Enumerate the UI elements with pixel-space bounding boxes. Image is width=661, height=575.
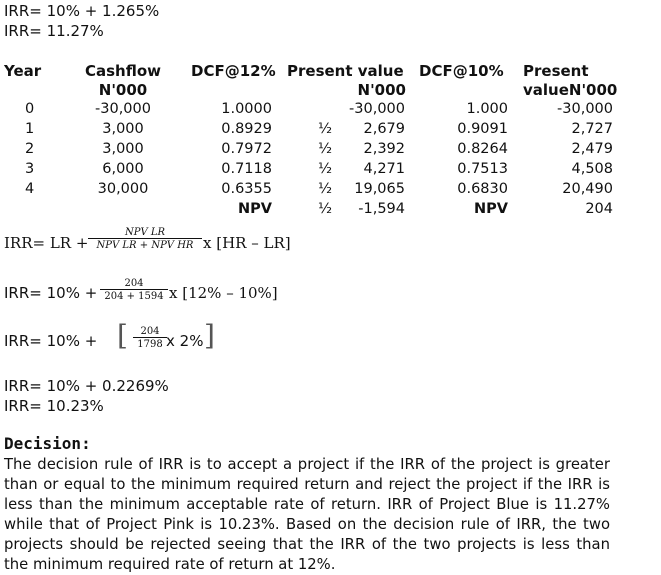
- cell-year: 0: [25, 101, 35, 117]
- cell-pv2: 2,479: [571, 141, 613, 157]
- cell-year: 2: [25, 141, 35, 157]
- formula3-rhs: x 2%: [166, 332, 204, 350]
- header-cashflow: Cashflow: [84, 62, 162, 80]
- cell-year: 1: [25, 121, 35, 137]
- cell-dcf10: 0.7513: [457, 161, 508, 177]
- header-year: Year: [4, 62, 42, 80]
- cell-cashflow: 6,000: [102, 161, 144, 177]
- cell-dcf10: 1.000: [466, 101, 508, 117]
- result-line-1: IRR= 10% + 0.2269%: [4, 377, 169, 395]
- header-pv2-unit: valueN'000: [523, 81, 618, 99]
- cell-cashflow: 3,000: [102, 141, 144, 157]
- formula2-rhs: x [12% – 10%]: [169, 284, 278, 302]
- cell-half: ½: [318, 141, 333, 157]
- cell-half: ½: [318, 181, 333, 197]
- formula1-lhs: IRR= LR +: [4, 234, 89, 252]
- cell-pv: -30,000: [349, 101, 405, 117]
- irr-line-2: IRR= 11.27%: [4, 22, 104, 40]
- header-cashflow-unit: N'000: [98, 81, 148, 99]
- cell-pv2: 20,490: [562, 181, 613, 197]
- cell-dcf12: 0.7118: [221, 161, 272, 177]
- npv-value-12: -1,594: [358, 201, 405, 217]
- cell-cashflow: 3,000: [102, 121, 144, 137]
- cell-pv: 19,065: [354, 181, 405, 197]
- header-pv2: Present: [523, 62, 589, 80]
- cell-cashflow: 30,000: [97, 181, 149, 197]
- cell-pv2: -30,000: [557, 101, 613, 117]
- cell-half: ½: [318, 201, 333, 217]
- cell-pv2: 2,727: [571, 121, 613, 137]
- decision-heading: Decision:: [4, 434, 91, 453]
- formula2-lhs: IRR= 10% +: [4, 284, 98, 302]
- npv-label-12: NPV: [238, 201, 272, 217]
- npv-label-10: NPV: [474, 201, 508, 217]
- result-line-2: IRR= 10.23%: [4, 397, 104, 415]
- cell-pv2: 4,508: [571, 161, 613, 177]
- formula3-numerator: 204: [140, 326, 160, 337]
- header-dcf10: DCF@10%: [419, 62, 504, 80]
- decision-paragraph: The decision rule of IRR is to accept a project if the IRR of the project is greater than or equal to the minimum required return and reject the project if the IRR is less than the minimum acceptable rate of return. IRR of Project Blue is 11.27% while that of Project Pink is 10.23%. Based on the decision rule of IRR, the two projects should be rejected seeing that the IRR of the two projects is less than the minimum required rate of return at 12%.: [4, 456, 610, 573]
- formula1-denominator: NPV LR + NPV HR: [88, 238, 202, 251]
- cell-pv: 4,271: [363, 161, 405, 177]
- cell-dcf12: 0.7972: [221, 141, 272, 157]
- cell-pv: 2,679: [363, 121, 405, 137]
- formula1-rhs: x [HR – LR]: [203, 234, 291, 252]
- formula2-denominator: 204 + 1594: [100, 289, 168, 302]
- bracket-right-icon: ]: [204, 319, 215, 352]
- cell-year: 4: [25, 181, 35, 197]
- cell-dcf10: 0.6830: [457, 181, 508, 197]
- formula3-fraction: [133, 326, 167, 350]
- cell-pv: 2,392: [363, 141, 405, 157]
- cell-half: ½: [318, 161, 333, 177]
- npv-value-10: 204: [585, 201, 613, 217]
- header-pv-unit: N'000: [357, 81, 406, 99]
- formula2-fraction: [100, 278, 168, 302]
- cell-dcf12: 0.8929: [221, 121, 272, 137]
- bracket-left-icon: [: [117, 319, 128, 352]
- cell-half: ½: [318, 121, 333, 137]
- cell-year: 3: [25, 161, 35, 177]
- formula3-denominator: 1798: [133, 337, 167, 350]
- irr-line-1: IRR= 10% + 1.265%: [4, 2, 160, 20]
- formula1-fraction: [88, 227, 202, 251]
- formula1-numerator: NPV LR: [124, 227, 166, 238]
- cell-dcf12: 1.0000: [221, 101, 272, 117]
- formula3-lhs: IRR= 10% +: [4, 332, 98, 350]
- formula2-numerator: 204: [124, 278, 144, 289]
- cell-cashflow: -30,000: [95, 101, 151, 117]
- header-dcf12: DCF@12%: [191, 62, 276, 80]
- header-pv: Present value: [287, 62, 404, 80]
- cell-dcf10: 0.8264: [457, 141, 508, 157]
- cell-dcf12: 0.6355: [221, 181, 272, 197]
- cell-dcf10: 0.9091: [457, 121, 508, 137]
